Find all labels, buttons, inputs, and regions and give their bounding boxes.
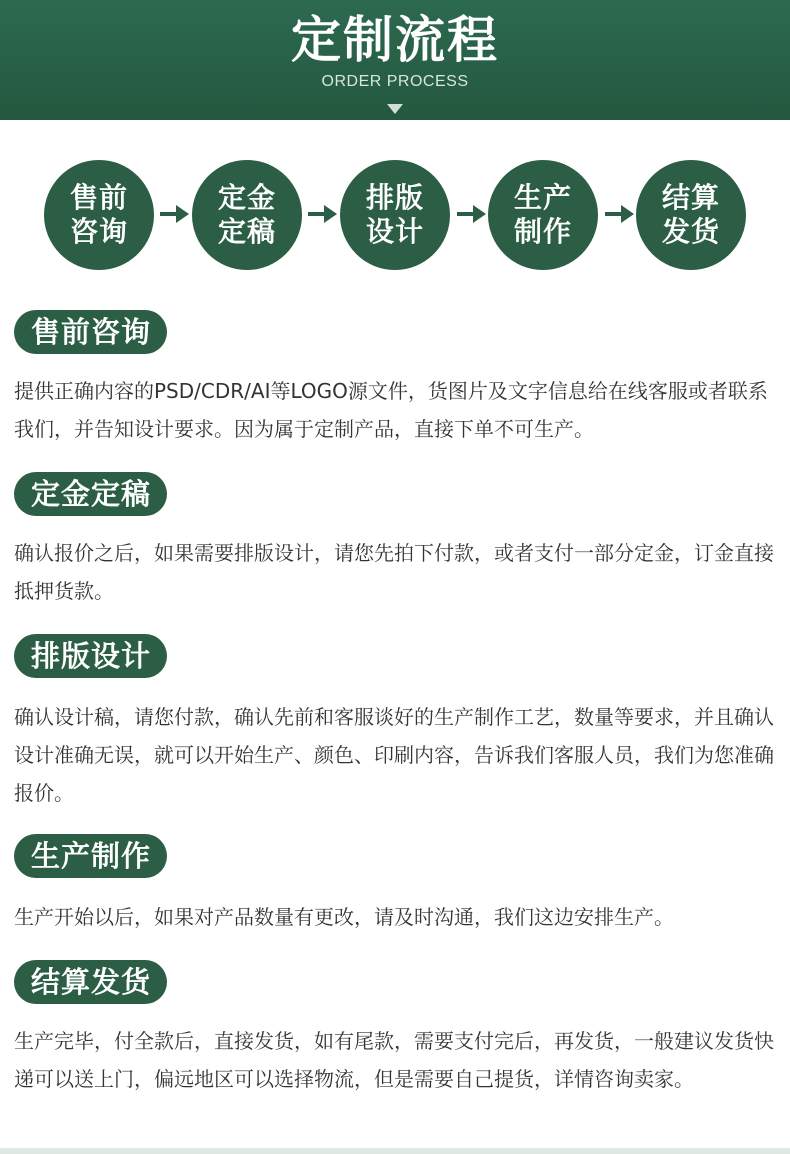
section-text-settlement: 生产完毕，付全款后，直接发货，如有尾款，需要支付完后，再发货，一般建议发货快递可以送上门，偏远地区可以选择物流，但是需要自己提货，详情咨询卖家。 [14,1029,774,1091]
step-label: 售前咨询 [69,181,128,248]
step-production [488,160,598,270]
step-label: 排版设计 [365,181,424,248]
section-text-deposit: 确认报价之后，如果需要排版设计，请您先拍下付款，或者支付一部分定金，订金直接抵押货款。 [14,541,774,603]
step-settlement [636,160,746,270]
step-label: 结算发货 [661,181,720,248]
step-label: 定金定稿 [217,181,276,248]
section-title-settlement: 结算发货 [14,960,167,1004]
step-layout [340,160,450,270]
page-subtitle: ORDER PROCESS [321,73,469,90]
arrow-right-icon [457,202,487,226]
triangle-down-icon [387,104,403,114]
step-deposit [192,160,302,270]
section-title-layout: 排版设计 [14,634,167,678]
section-text-production: 生产开始以后，如果对产品数量有更改，请及时沟通，我们这边安排生产。 [14,905,674,929]
step-label: 生产制作 [513,181,572,248]
arrow-right-icon [308,202,338,226]
section-title-deposit: 定金定稿 [14,472,167,516]
arrow-right-icon [160,202,190,226]
section-text-layout: 确认设计稿，请您付款，确认先前和客服谈好的生产制作工艺，数量等要求，并且确认设计准确无误，就可以开始生产、颜色、印刷内容，告诉我们客服人员，我们为您准确报价。 [14,705,774,805]
step-presale [44,160,154,270]
section-text-presale: 提供正确内容的PSD/CDR/AI等LOGO源文件，货图片及文字信息给在线客服或者联系我们，并告知设计要求。因为属于定制产品，直接下单不可生产。 [14,379,768,441]
section-title-production: 生产制作 [14,834,167,878]
section-title-presale: 售前咨询 [14,310,167,354]
process-steps [0,160,790,270]
arrow-right-icon [605,202,635,226]
page-title: 定制流程 [291,11,499,69]
page-header [0,0,790,120]
footer-divider [0,1148,790,1154]
